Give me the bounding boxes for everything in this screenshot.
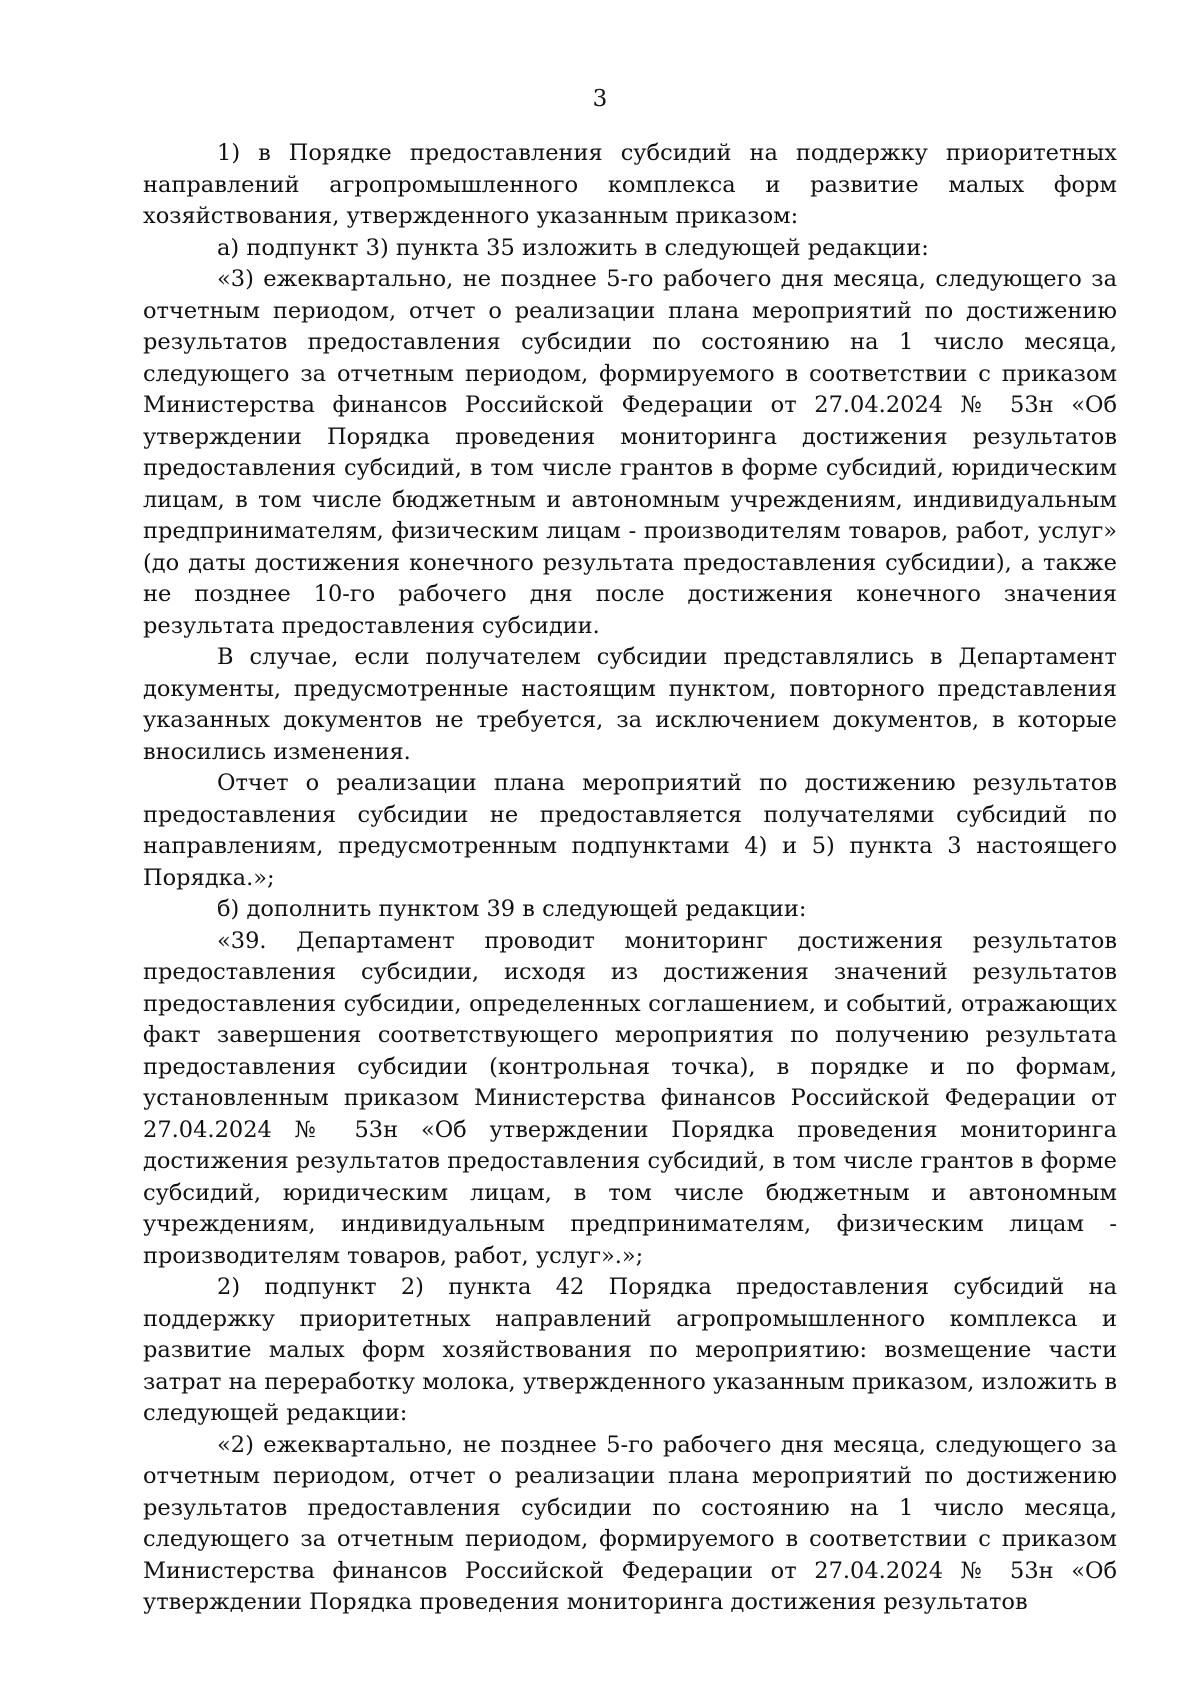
paragraph-report-exemption: Отчет о реализации плана мероприятий по достижению результатов предоставления субсидии не предоставляется получателями субсидий по направлениям, предусмотренным подпунктами 4) и 5) пункта 3 настоящего Порядка.»;: [143, 770, 1117, 891]
paragraph-subitem-b: б) дополнить пунктом 39 в следующей редакции:: [217, 896, 807, 922]
paragraph-repeat-submission: В случае, если получателем субсидии представлялись в Департамент документы, предусмотренные настоящим пунктом, повторного представления указанных документов не требуется, за исключением документов, в которые вносились изменения.: [143, 644, 1117, 765]
quoted-subpoint-3: «3) ежеквартально, не позднее 5-го рабочего дня месяца, следующего за отчетным периодом, отчет о реализации плана мероприятий по достижению результатов предоставления субсидии по состоянию на 1 число месяца, следующего за отчетным периодом, формируемого в соответствии с приказом Министерства финансов Российской Федерации от 27.04.2024 № 53н «Об утверждении Порядка проведения мониторинга достижения результатов предоставления субсидий, в том числе грантов в форме субсидий, юридическим лицам, в том числе бюджетным и автономным учреждениям, индивидуальным предпринимателям, физическим лицам - производителям товаров, работ, услуг» (до даты достижения конечного результата предоставления субсидии), а также не позднее 10-го рабочего дня после достижения конечного значения результата предоставления субсидии.: [143, 266, 1117, 639]
paragraph-item-1: 1) в Порядке предоставления субсидий на поддержку приоритетных направлений агропромышленного комплекса и развитие малых форм хозяйствования, утвержденного указанным приказом:: [143, 140, 1117, 229]
paragraph-item-2: 2) подпункт 2) пункта 42 Порядка предоставления субсидий на поддержку приоритетных направлений агропромышленного комплекса и развитие малых форм хозяйствования по мероприятию: возмещение части затрат на переработку молока, утвержденного указанным приказом, изложить в следующей редакции:: [143, 1274, 1117, 1426]
quoted-subpoint-2: «2) ежеквартально, не позднее 5-го рабочего дня месяца, следующего за отчетным периодом, отчет о реализации плана мероприятий по достижению результатов предоставления субсидии по состоянию на 1 число месяца, следующего за отчетным периодом, формируемого в соответствии с приказом Министерства финансов Российской Федерации от 27.04.2024 № 53н «Об утверждении Порядка проведения мониторинга достижения результатов: [143, 1431, 1117, 1615]
quoted-point-39: «39. Департамент проводит мониторинг достижения результатов предоставления субсидии, исходя из достижения значений результатов предоставления субсидии, определенных соглашением, и событий, отражающих факт завершения соответствующего мероприятия по получению результата предоставления субсидии (контрольная точка), в порядке и по формам, установленным приказом Министерства финансов Российской Федерации от 27.04.2024 № 53н «Об утверждении Порядка проведения мониторинга достижения результатов предоставления субсидий, в том числе грантов в форме субсидий, юридическим лицам, в том числе бюджетным и автономным учреждениям, индивидуальным предпринимателям, физическим лицам - производителям товаров, работ, услуг».»;: [143, 927, 1117, 1269]
page-number: 3: [592, 86, 608, 112]
paragraph-subitem-a: а) подпункт 3) пункта 35 изложить в следующей редакции:: [217, 234, 929, 261]
document-body: [143, 138, 1117, 1619]
